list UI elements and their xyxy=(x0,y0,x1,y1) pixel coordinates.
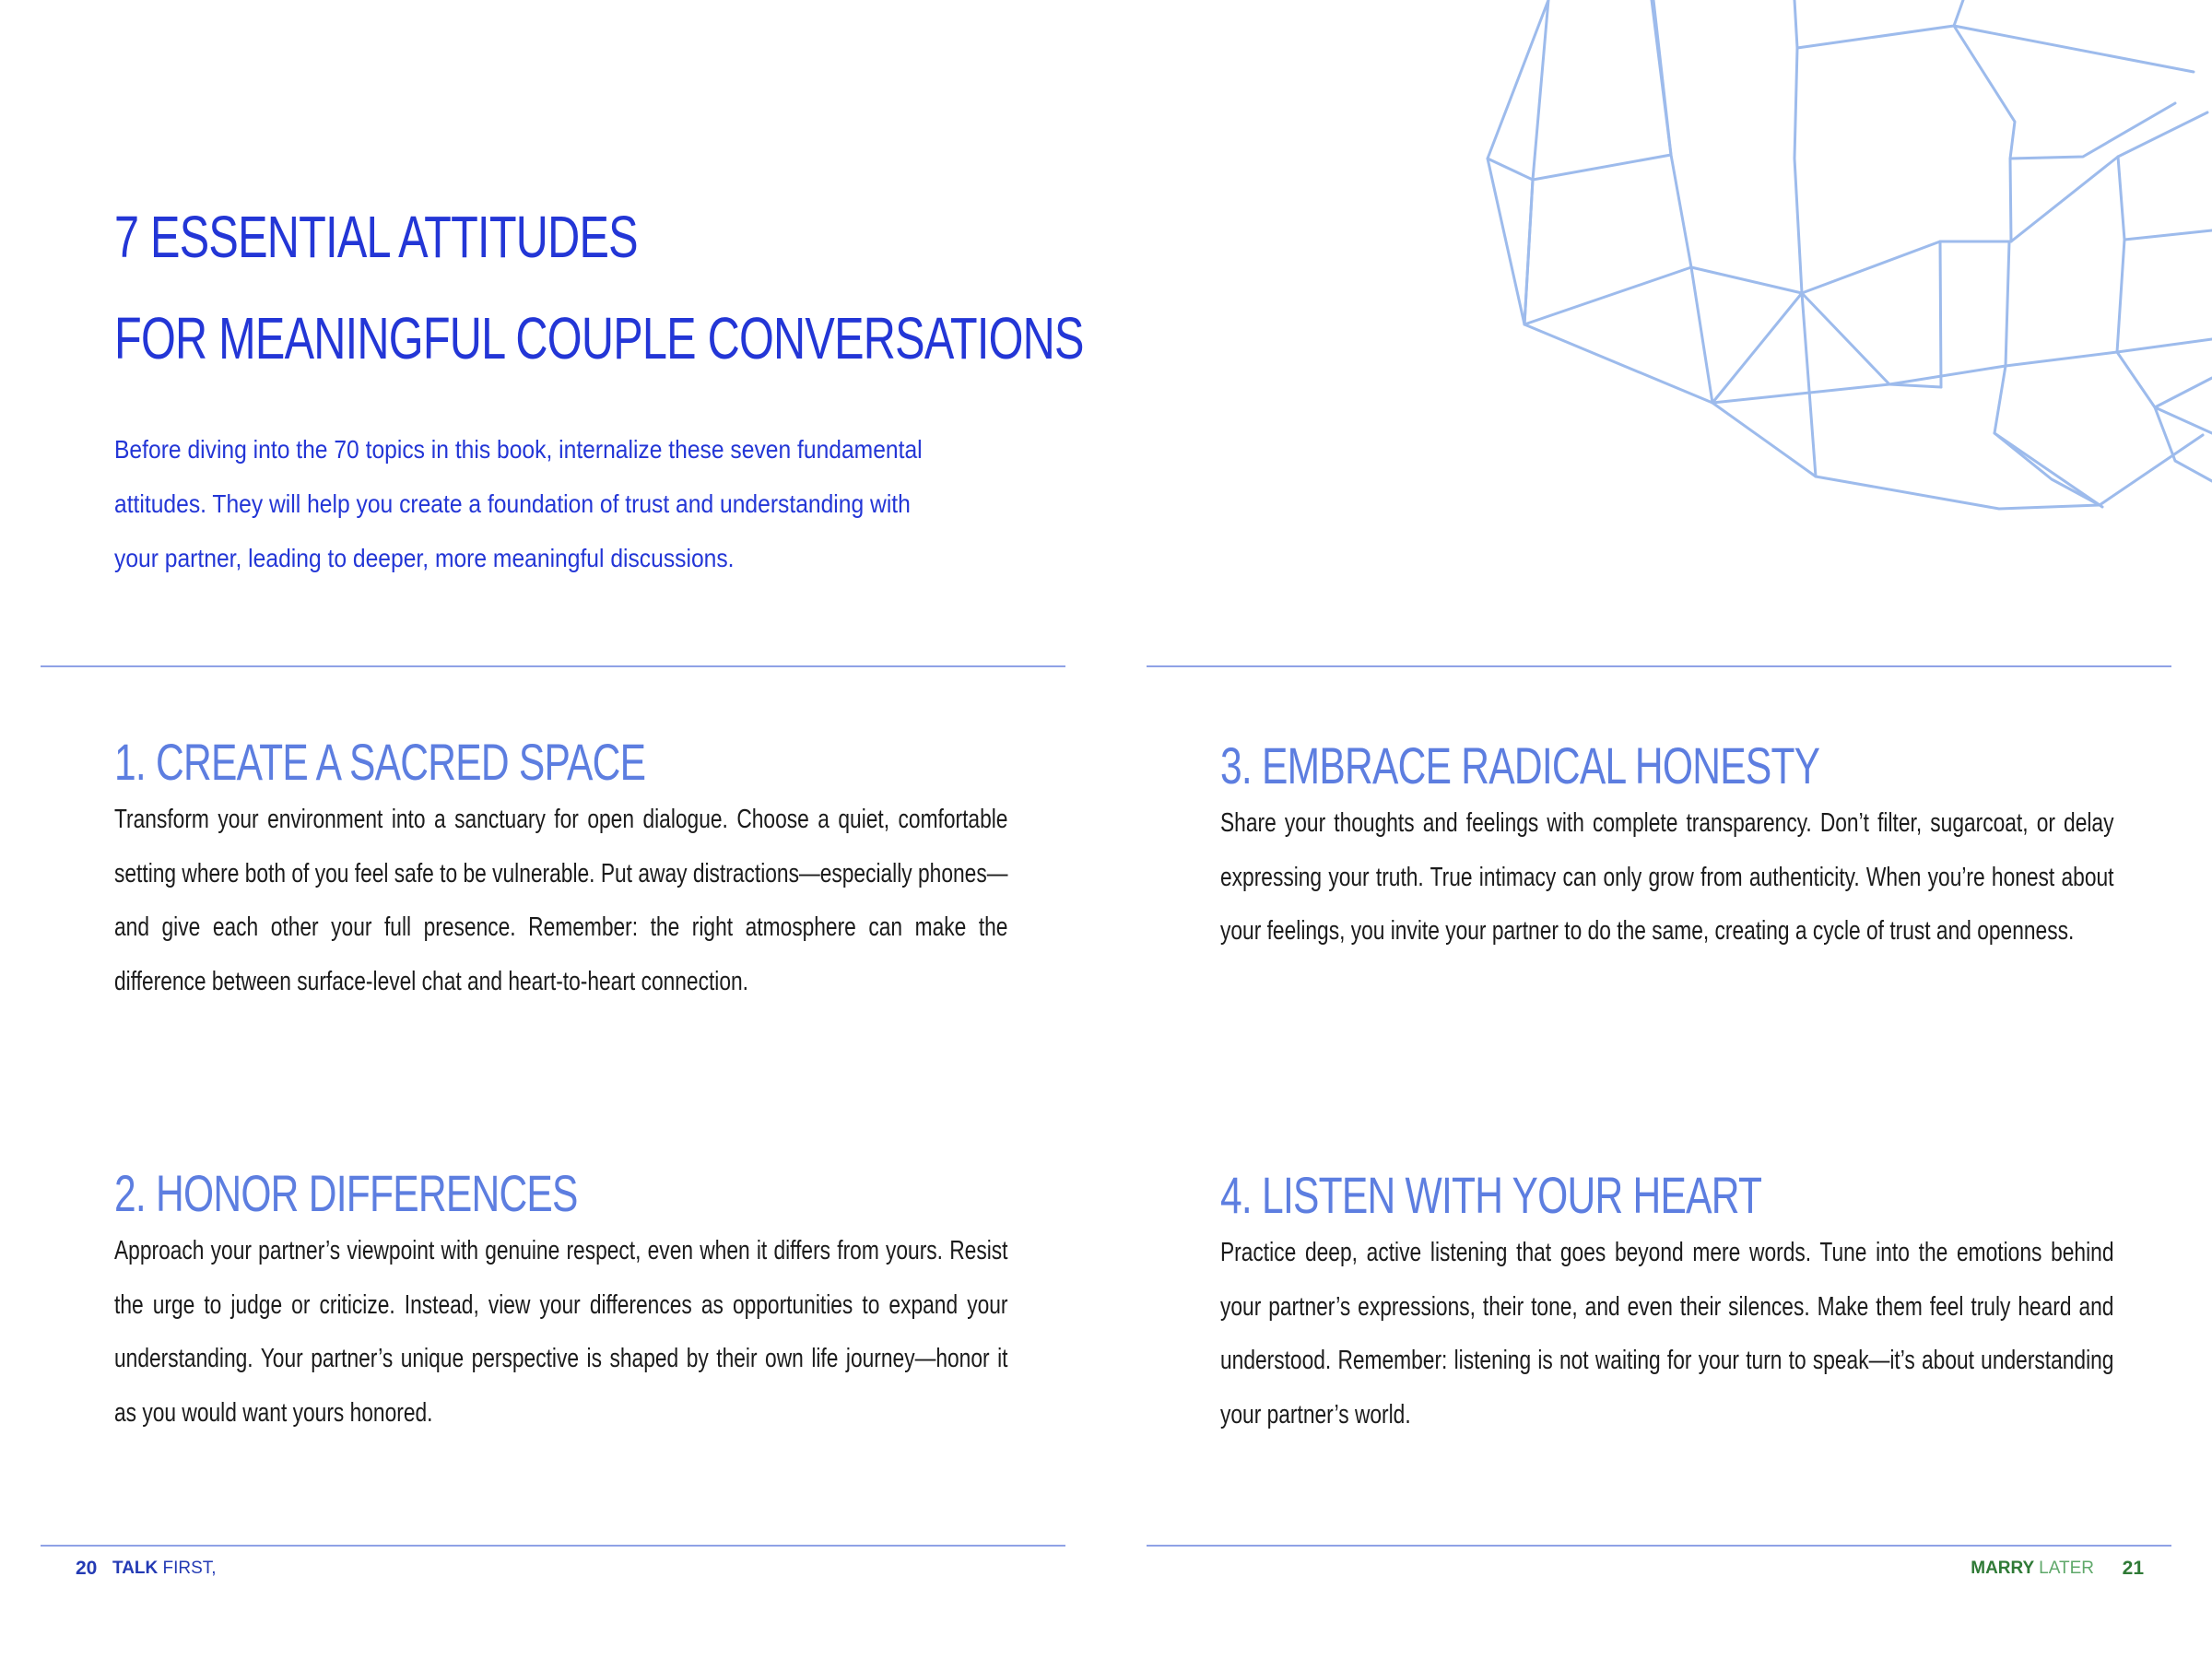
running-footer-left xyxy=(112,1559,217,1579)
footer-text-bold: MARRY xyxy=(1971,1559,2034,1578)
section-heading: 3. EMBRACE RADICAL HONESTY xyxy=(1220,736,1820,794)
section-heading: 4. LISTEN WITH YOUR HEART xyxy=(1220,1166,1762,1224)
section-listen-with-heart xyxy=(1220,1165,2212,1441)
section-embrace-radical-honesty xyxy=(1220,735,2212,959)
section-body: Approach your partner’s viewpoint with genuine respect, even when it differs from yours. Resist the urge to judge or criticize. Instead, view your differences as opportunities to expand your understanding. Your partner’s unique perspective is shaped by their own life journey—honor it as you would want yours honored. xyxy=(114,1236,1008,1428)
page-title-line-1: 7 ESSENTIAL ATTITUDES xyxy=(114,204,638,270)
page-number: 20 xyxy=(76,1558,98,1579)
footer-text-light: FIRST, xyxy=(162,1559,217,1578)
page-title xyxy=(114,186,1084,389)
section-heading: 2. HONOR DIFFERENCES xyxy=(114,1164,578,1222)
footer-divider-left xyxy=(41,1545,1065,1547)
footer-text-light: LATER xyxy=(2039,1559,2094,1578)
section-divider-left xyxy=(41,665,1065,667)
footer-divider-right xyxy=(1147,1545,2171,1547)
section-honor-differences xyxy=(114,1163,1253,1440)
page-number: 21 xyxy=(2122,1558,2144,1579)
section-create-sacred-space xyxy=(114,732,1253,1008)
intro-paragraph: Before diving into the 70 topics in this book, internalize these seven fundamental attitudes. They will help you create a foundation of trust and understanding with your partner, leading to deeper, more meaningful discussions. xyxy=(114,435,923,572)
page-title-line-2: FOR MEANINGFUL COUPLE CONVERSATIONS xyxy=(114,305,1084,371)
section-body: Practice deep, active listening that goes beyond mere words. Tune into the emotions behind your partner’s expressions, their tone, and even their silences. Make them feel truly heard and understood. Remember: listening is not waiting for your turn to speak—it’s about understanding your partner’s world. xyxy=(1220,1238,2114,1430)
right-page xyxy=(1106,0,2212,1659)
section-heading: 1. CREATE A SACRED SPACE xyxy=(114,733,646,791)
section-body: Share your thoughts and feelings with complete transparency. Don’t filter, sugarcoat, or delay expressing your truth. True intimacy can only grow from authenticity. When you’re honest about your feelings, you invite your partner to do the same, creating a cycle of trust and openness. xyxy=(1220,808,2114,946)
running-footer-right xyxy=(1971,1559,2094,1579)
section-divider-right xyxy=(1147,665,2171,667)
geometric-network-decoration xyxy=(1106,0,2212,737)
footer-text-bold: TALK xyxy=(112,1559,159,1578)
section-body: Transform your environment into a sanctuary for open dialogue. Choose a quiet, comfortable setting where both of you feel safe to be vulnerable. Put away distractions—especially phones—and give each other your full presence. Remember: the right atmosphere can make the difference between surface-level chat and heart-to-heart connection. xyxy=(114,805,1008,996)
